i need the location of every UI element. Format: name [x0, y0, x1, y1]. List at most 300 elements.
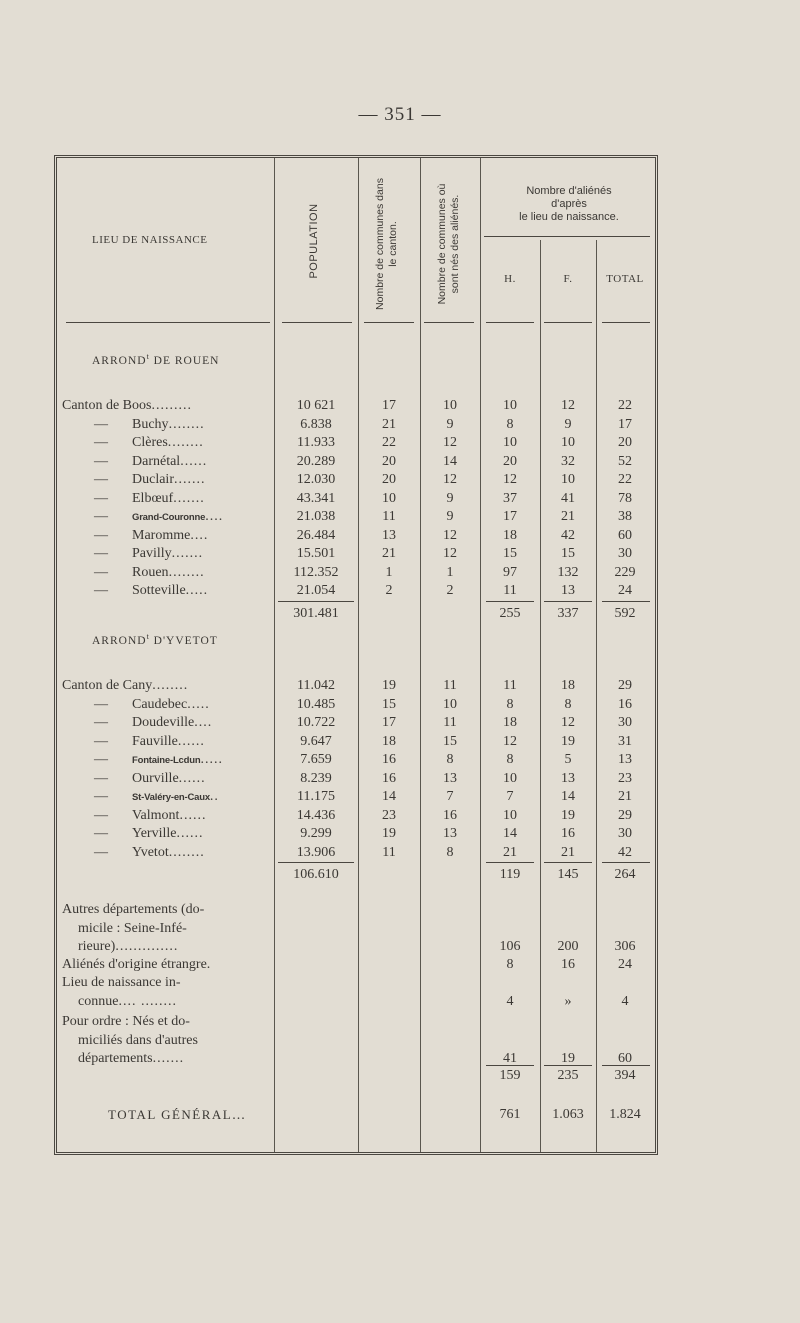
subtotal-row: [58, 865, 654, 884]
row-label: [132, 581, 208, 600]
row-dash: —: [94, 715, 108, 730]
table-row: [58, 526, 654, 545]
other-line: [58, 955, 654, 974]
other-label: [78, 937, 178, 956]
leader-dots: .......: [173, 472, 206, 487]
cell-cn: 8: [446, 752, 454, 767]
cell-cc: 13: [382, 527, 396, 543]
row-label: [132, 713, 212, 732]
leader-dots: .... ........: [118, 993, 177, 1009]
row-dash: —: [94, 564, 108, 580]
cell-cn: 12: [443, 472, 457, 487]
table-row: [58, 676, 654, 695]
other-label: [78, 1031, 198, 1050]
place-name: Grand-Couronne: [132, 512, 206, 523]
cell-f: 42: [561, 527, 575, 543]
cell-h: 21: [503, 844, 517, 860]
leader-dots: ........: [152, 678, 189, 693]
cell-f: 10: [561, 472, 575, 487]
cell-t: 4: [621, 993, 629, 1009]
cell-pop: 6.838: [300, 416, 332, 432]
row-label: [132, 732, 205, 751]
cell-pop: 11.042: [297, 678, 335, 693]
cell-h: 37: [503, 490, 517, 506]
cell-t: 22: [618, 398, 632, 413]
row-dash: —: [94, 490, 108, 506]
cell-f: 8: [564, 696, 572, 712]
cell-f: 18: [561, 678, 575, 693]
cell-t: 78: [618, 490, 632, 506]
place-name: Clères: [132, 435, 168, 450]
cell-h: 18: [503, 715, 517, 730]
cell-pop: 21.054: [296, 583, 336, 598]
table-row: [58, 396, 654, 415]
cell-cn: 12: [443, 527, 457, 543]
row-label: [132, 563, 205, 582]
leader-dots: ..: [209, 789, 219, 804]
row-label: [132, 544, 203, 563]
cell-pop: 26.484: [296, 527, 336, 543]
table-row: [58, 806, 654, 825]
row-label: [132, 750, 223, 770]
cell-f: 9: [564, 416, 572, 432]
place-name: Canton de Cany: [62, 678, 153, 693]
row-label: [132, 806, 206, 825]
cell-cn: 13: [443, 826, 457, 841]
cell-t: 30: [618, 546, 632, 561]
other-text: rieure): [78, 939, 116, 954]
cell-h: 761: [499, 1107, 521, 1122]
table-row: [58, 581, 654, 600]
cell-h: 10: [503, 770, 517, 786]
cell-f: 1.063: [552, 1107, 584, 1122]
place-name: Duclair: [132, 472, 174, 487]
cell-cc: 20: [382, 472, 396, 487]
cell-f: 16: [561, 826, 575, 841]
row-dash: —: [94, 583, 108, 598]
cell-t: 29: [618, 678, 632, 693]
table-row: [58, 489, 654, 508]
row-dash: —: [94, 789, 108, 804]
table-row: [58, 750, 654, 769]
header-lieu: LIEU DE NAISSANCE: [92, 234, 208, 246]
subtotal-rule: [278, 601, 354, 602]
cell-t: 60: [618, 527, 632, 543]
place-name: Ourville: [132, 770, 179, 786]
cell-f: 235: [557, 1068, 579, 1083]
cell-t: 29: [618, 807, 632, 823]
cell-h: 10: [503, 807, 517, 823]
leader-dots: .........: [151, 398, 192, 413]
leader-dots: ........: [168, 416, 205, 432]
cell-f: 13: [561, 770, 575, 786]
header-rule: [66, 322, 270, 323]
cell-cc: 22: [382, 435, 396, 450]
cell-t: 264: [614, 867, 636, 882]
table-row: [58, 507, 654, 526]
row-dash: —: [94, 527, 108, 543]
table-row: [58, 470, 654, 489]
cell-cn: 11: [443, 715, 457, 730]
cell-f: 19: [561, 733, 575, 749]
row-dash: —: [94, 826, 108, 841]
place-name: Valmont: [132, 807, 180, 823]
row-label: [132, 489, 205, 508]
leader-dots: .......: [171, 546, 204, 561]
cell-cc: 23: [382, 807, 396, 823]
other-line: [58, 973, 654, 992]
subtotal-rule: [278, 862, 354, 863]
other-label: [78, 992, 177, 1011]
cell-h: 11: [503, 678, 517, 693]
cell-t: 24: [618, 957, 632, 972]
cell-pop: 15.501: [296, 546, 336, 561]
leader-dots: ........: [167, 435, 204, 450]
cell-cc: 14: [382, 789, 396, 804]
header-communes-alienes: Nombre de communes où sont nés des aliénés.: [436, 183, 461, 305]
cell-t: 1.824: [609, 1107, 641, 1122]
cell-t: 229: [614, 564, 636, 580]
cell-h: 12: [503, 733, 517, 749]
header-rule: [602, 322, 650, 323]
cell-t: 394: [614, 1068, 636, 1083]
leader-dots: ....: [190, 527, 209, 543]
header-rule: [544, 322, 592, 323]
header-f: F.: [563, 273, 573, 285]
other-line: [58, 919, 654, 938]
subtotal-row: [58, 604, 654, 623]
cell-h: 12: [503, 472, 517, 487]
cell-cc: 16: [382, 770, 396, 786]
table-row: [58, 769, 654, 788]
other-line: [58, 1031, 654, 1050]
cell-cc: 18: [382, 733, 396, 749]
cell-f: 10: [561, 435, 575, 450]
row-label: [132, 843, 205, 862]
table-row: [58, 843, 654, 862]
subtotal-rule: [486, 862, 534, 863]
cell-t: 52: [618, 453, 632, 469]
row-dash: —: [94, 770, 108, 786]
cell-h: 255: [499, 605, 521, 621]
table-row: [58, 415, 654, 434]
row-label: [132, 452, 207, 471]
place-name: Darnétal: [132, 453, 181, 469]
cell-cc: 20: [382, 453, 396, 469]
cell-f: 14: [561, 789, 575, 804]
cell-t: 20: [618, 435, 632, 450]
header-rule: [424, 322, 474, 323]
section-title: ARROND$^t$ DE ROUEN: [92, 352, 220, 367]
header-group: [480, 185, 658, 224]
other-text: connue: [78, 993, 119, 1009]
other-label: [78, 919, 187, 938]
place-name: Pavilly: [132, 546, 172, 561]
cell-cc: 21: [382, 416, 396, 432]
cell-t: 31: [618, 733, 632, 749]
leader-dots: ....: [205, 509, 224, 524]
place-name: Yvetot: [132, 844, 169, 860]
cell-pop: 301.481: [293, 605, 339, 621]
header-rule: [486, 322, 534, 323]
row-dash: —: [94, 807, 108, 823]
leader-dots: .....: [187, 696, 210, 712]
row-label: [132, 695, 210, 714]
cell-t: 592: [614, 605, 636, 621]
cell-cc: 15: [382, 696, 396, 712]
cell-cn: 15: [443, 733, 457, 749]
cell-t: 22: [618, 472, 632, 487]
leader-dots: ......: [178, 770, 206, 786]
cell-h: 15: [503, 546, 517, 561]
cell-f: 19: [561, 1051, 575, 1066]
other-line: [58, 900, 654, 919]
row-dash: —: [94, 733, 108, 749]
cell-h: 97: [503, 564, 517, 580]
table-row: [58, 824, 654, 843]
cell-pop: 20.289: [296, 453, 336, 469]
cell-f: 12: [561, 398, 575, 413]
cell-pop: 8.239: [300, 770, 332, 786]
cell-cc: 19: [382, 826, 396, 841]
leader-dots: ....: [194, 715, 213, 730]
table-row: [58, 695, 654, 714]
cell-h: 14: [503, 826, 517, 841]
cell-f: 16: [561, 957, 575, 972]
place-name: St-Valéry-en-Caux: [132, 792, 210, 803]
grand-total-text: TOTAL GÉNÉRAL: [108, 1107, 233, 1122]
row-label: [132, 787, 219, 807]
cell-cn: 10: [443, 398, 457, 413]
other-text: micile : Seine-Infé-: [78, 920, 187, 936]
other-label: [62, 1012, 190, 1031]
cell-cc: 11: [382, 844, 396, 860]
row-label: [132, 470, 205, 489]
cell-f: 41: [561, 490, 575, 506]
cell-cn: 16: [443, 807, 457, 823]
cell-pop: 10.485: [296, 696, 336, 712]
cell-t: 60: [618, 1051, 632, 1066]
cell-pop: 11.175: [297, 789, 335, 804]
other-line: [58, 1012, 654, 1031]
row-label: [132, 433, 204, 452]
cell-cn: 10: [443, 696, 457, 712]
cell-pop: 7.659: [300, 752, 332, 767]
place-name: Rouen: [132, 564, 169, 580]
cell-cc: 19: [382, 678, 396, 693]
header-rule: [484, 236, 650, 237]
cell-cc: 11: [382, 509, 396, 524]
leader-dots: .......: [173, 490, 205, 506]
place-name: Doudeville: [132, 715, 195, 730]
row-dash: —: [94, 752, 108, 767]
cell-cc: 17: [382, 715, 396, 730]
leader-dots: ......: [176, 826, 204, 841]
cell-pop: 43.341: [296, 490, 336, 506]
cell-pop: 9.299: [300, 826, 332, 841]
table-row: [58, 787, 654, 806]
cell-cn: 13: [443, 770, 457, 786]
cell-pop: 106.610: [293, 867, 339, 882]
cell-cn: 12: [443, 435, 457, 450]
cell-f: 200: [557, 939, 579, 954]
grand-total-row: [58, 1105, 654, 1124]
table-row: [58, 433, 654, 452]
header-group-line: le lieu de naissance.: [519, 211, 619, 223]
subtotal-rule: [486, 601, 534, 602]
cell-f: 21: [561, 509, 575, 524]
cell-h: 8: [506, 957, 514, 972]
subtotal-rule: [544, 601, 592, 602]
row-dash: —: [94, 546, 108, 561]
cell-h: 41: [503, 1051, 517, 1066]
leader-dots: ...: [232, 1108, 246, 1123]
cell-h: 11: [503, 583, 517, 598]
cell-h: 8: [506, 752, 514, 767]
other-line: [58, 937, 654, 956]
other-text: miciliés dans d'autres: [78, 1032, 198, 1048]
cell-h: 8: [506, 696, 514, 712]
cell-h: 10: [503, 435, 517, 450]
cell-cc: 21: [382, 546, 396, 561]
place-name: Maromme: [132, 527, 191, 543]
cell-h: 4: [506, 993, 514, 1009]
leader-dots: ......: [177, 733, 205, 749]
row-dash: —: [94, 472, 108, 487]
header-communes-canton: Nombre de communes dans le canton.: [374, 178, 399, 310]
leader-dots: .....: [185, 583, 209, 598]
place-name: Fontaine-Lcdun: [132, 755, 201, 766]
header-population: POPULATION: [308, 203, 320, 279]
cell-h: 10: [503, 398, 517, 413]
cell-cc: 2: [385, 583, 393, 598]
cell-f: 337: [557, 605, 579, 621]
cell-h: 18: [503, 527, 517, 543]
other-label: [62, 973, 181, 992]
row-dash: —: [94, 435, 108, 450]
cell-f: 13: [561, 583, 575, 598]
leader-dots: ........: [168, 844, 205, 860]
cell-t: 21: [618, 789, 632, 804]
place-name: Yerville: [132, 826, 177, 841]
cell-pop: 21.038: [296, 509, 336, 524]
leader-dots: .......: [152, 1051, 185, 1066]
subtotal-row: [58, 1066, 654, 1085]
leader-dots: ........: [168, 564, 205, 580]
leader-dots: ......: [179, 807, 207, 823]
row-dash: —: [94, 844, 108, 860]
row-label: [132, 824, 203, 843]
cell-cn: 12: [443, 546, 457, 561]
cell-t: 24: [618, 583, 632, 598]
cell-f: 19: [561, 807, 575, 823]
page-number: — 351 —: [358, 104, 442, 125]
cell-pop: 9.647: [300, 733, 332, 749]
cell-cn: 9: [446, 490, 454, 506]
subtotal-rule: [602, 601, 650, 602]
section-title: ARROND$^t$ D'YVETOT: [92, 632, 218, 647]
cell-f: 32: [561, 453, 575, 469]
cell-h: 106: [499, 939, 521, 954]
cell-f: 145: [557, 867, 579, 882]
row-label: [132, 526, 208, 545]
cell-t: 30: [618, 715, 632, 730]
row-dash: —: [94, 509, 108, 524]
table-row: [58, 452, 654, 471]
cell-f: 12: [561, 715, 575, 730]
table-row: [58, 563, 654, 582]
subtotal-rule: [544, 862, 592, 863]
other-label: [62, 900, 204, 919]
cell-cn: 11: [443, 678, 457, 693]
cell-cn: 9: [446, 509, 454, 524]
place-name: Canton de Boos: [62, 398, 152, 413]
cell-pop: 112.352: [293, 564, 339, 580]
cell-cc: 10: [382, 490, 396, 506]
place-name: Fauville: [132, 733, 178, 749]
subtotal-rule: [602, 862, 650, 863]
cell-cn: 1: [446, 564, 454, 580]
other-text: Lieu de naissance in-: [62, 975, 181, 990]
row-label: [62, 396, 192, 415]
other-text: Aliénés d'origine étrangre.: [62, 957, 211, 972]
cell-t: 17: [618, 416, 632, 432]
cell-cn: 9: [446, 416, 454, 432]
other-text: Pour ordre : Nés et do-: [62, 1014, 190, 1029]
grand-total-label: [108, 1105, 246, 1125]
cell-f: 132: [557, 564, 579, 580]
table-row: [58, 713, 654, 732]
place-name: Caudebec: [132, 696, 188, 712]
cell-cn: 14: [443, 453, 457, 469]
cell-f: 5: [564, 752, 572, 767]
cell-t: 38: [618, 509, 632, 524]
header-h: H.: [504, 273, 516, 285]
other-text: Autres départements (do-: [62, 902, 205, 917]
other-label: [62, 955, 210, 974]
header-group-line: d'après: [551, 198, 587, 210]
cell-f: 21: [561, 844, 575, 860]
row-dash: —: [94, 416, 108, 432]
header-rule: [282, 322, 352, 323]
cell-cc: 17: [382, 398, 396, 413]
row-dash: —: [94, 453, 108, 469]
row-label: [62, 676, 188, 695]
row-dash: —: [94, 696, 108, 712]
cell-t: 306: [614, 939, 636, 954]
cell-h: 17: [503, 509, 517, 524]
place-name: Elbœuf: [132, 490, 174, 506]
cell-h: 7: [506, 789, 514, 804]
leader-dots: .....: [200, 752, 223, 767]
cell-pop: 10.722: [296, 715, 336, 730]
place-name: Buchy: [132, 416, 169, 432]
cell-h: 119: [499, 867, 521, 882]
cell-cn: 8: [446, 844, 454, 860]
cell-cn: 2: [446, 583, 454, 598]
cell-pop: 14.436: [296, 807, 336, 823]
cell-pop: 10 621: [296, 398, 336, 413]
cell-cc: 1: [385, 564, 393, 580]
row-label: [132, 415, 205, 434]
leader-dots: ......: [180, 453, 208, 469]
cell-t: 16: [618, 696, 632, 712]
header-group-line: Nombre d'aliénés: [526, 185, 612, 197]
other-line: [58, 992, 654, 1011]
leader-dots: ..............: [115, 939, 179, 954]
cell-pop: 13.906: [296, 844, 336, 860]
row-label: [132, 507, 223, 527]
